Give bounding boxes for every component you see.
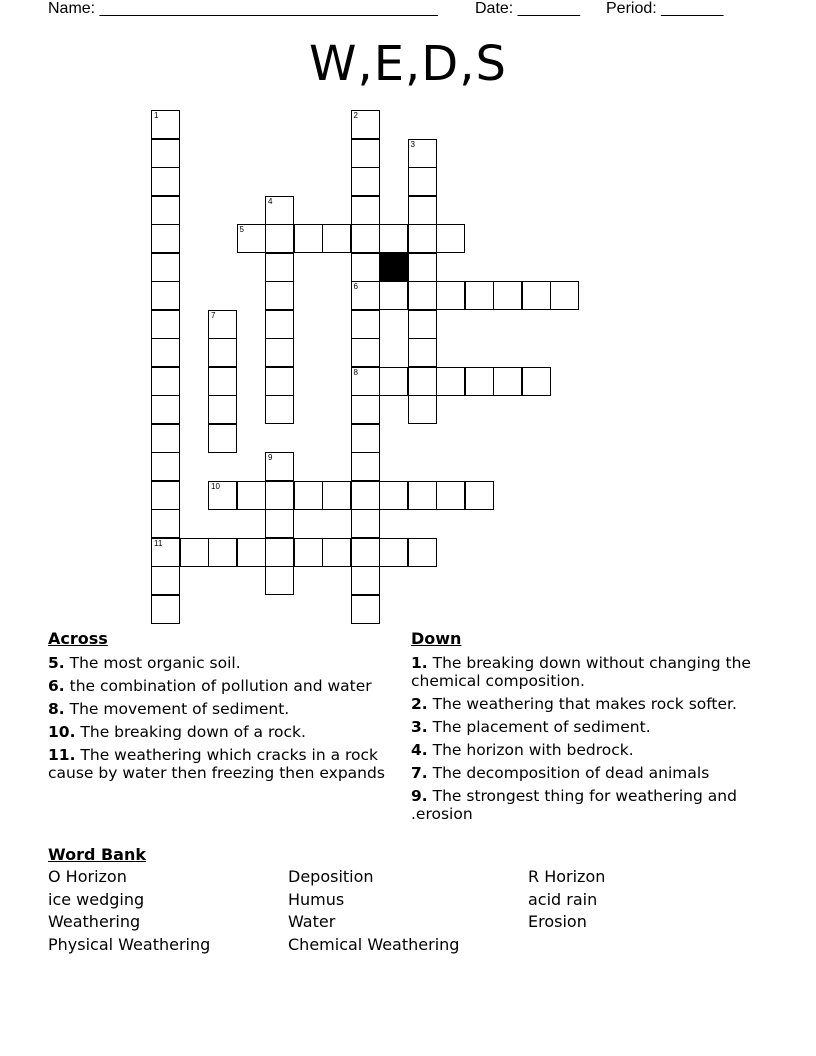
across-clue xyxy=(48,746,408,782)
crossword-cell[interactable] xyxy=(351,367,380,396)
clue-number-label: 3. xyxy=(411,718,428,736)
crossword-cell[interactable] xyxy=(151,566,180,595)
word-bank-item: Physical Weathering xyxy=(48,934,211,954)
crossword-cell[interactable] xyxy=(408,139,437,168)
crossword-cell[interactable] xyxy=(351,224,380,253)
black-square xyxy=(379,253,408,282)
puzzle-title: W,E,D,S xyxy=(309,36,507,92)
clue-number-label: 6. xyxy=(48,677,65,695)
crossword-cell[interactable] xyxy=(351,538,380,567)
crossword-cell[interactable] xyxy=(265,253,294,282)
crossword-cell[interactable] xyxy=(151,338,180,367)
crossword-cell[interactable] xyxy=(522,281,551,310)
crossword-cell[interactable] xyxy=(151,424,180,453)
crossword-cell[interactable] xyxy=(465,281,494,310)
crossword-cell[interactable] xyxy=(436,481,465,510)
crossword-cell[interactable] xyxy=(265,538,294,567)
crossword-cell[interactable] xyxy=(351,595,380,624)
word-bank-heading: Word Bank xyxy=(48,845,147,864)
clue-text: The decomposition of dead animals xyxy=(427,764,710,782)
crossword-cell[interactable] xyxy=(265,224,294,253)
crossword-cell[interactable] xyxy=(265,338,294,367)
word-bank-item: O Horizon xyxy=(48,867,127,886)
clue-number: 11 xyxy=(154,538,163,548)
clue-number: 3 xyxy=(410,139,415,149)
crossword-cell[interactable] xyxy=(151,253,180,282)
crossword-cell[interactable] xyxy=(351,566,380,595)
crossword-cell[interactable] xyxy=(408,395,437,424)
crossword-cell[interactable] xyxy=(379,281,408,310)
crossword-cell[interactable] xyxy=(379,224,408,253)
down-clue xyxy=(411,654,756,690)
crossword-cell[interactable] xyxy=(208,310,237,339)
crossword-cell[interactable] xyxy=(351,481,380,510)
across-clues xyxy=(48,628,408,787)
crossword-cell[interactable] xyxy=(522,367,551,396)
crossword-cell[interactable] xyxy=(151,139,180,168)
crossword-cell[interactable] xyxy=(436,281,465,310)
crossword-cell[interactable] xyxy=(237,224,266,253)
across-clue xyxy=(48,654,408,672)
word-bank-item: R Horizon xyxy=(528,867,606,886)
crossword-cell[interactable] xyxy=(550,281,579,310)
crossword-cell[interactable] xyxy=(379,481,408,510)
crossword-cell[interactable] xyxy=(351,167,380,196)
crossword-cell[interactable] xyxy=(351,424,380,453)
down-heading: Down xyxy=(411,629,462,648)
crossword-cell[interactable] xyxy=(265,281,294,310)
crossword-cell[interactable] xyxy=(265,395,294,424)
clue-text: The movement of sediment. xyxy=(64,700,290,718)
clue-number-label: 5. xyxy=(48,654,65,672)
crossword-cell[interactable] xyxy=(408,338,437,367)
crossword-cell[interactable] xyxy=(208,338,237,367)
clue-number-label: 4. xyxy=(411,741,428,759)
name-field[interactable]: Name: ______________________________________ xyxy=(48,0,438,17)
clue-number: 10 xyxy=(211,481,220,491)
crossword-cell[interactable] xyxy=(208,481,237,510)
crossword-cell[interactable] xyxy=(151,452,180,481)
crossword-cell[interactable] xyxy=(208,538,237,567)
clue-number-label: 10. xyxy=(48,723,76,741)
crossword-cell[interactable] xyxy=(322,224,351,253)
crossword-cell[interactable] xyxy=(151,509,180,538)
word-bank xyxy=(48,844,768,966)
clue-number: 5 xyxy=(239,225,244,234)
across-heading: Across xyxy=(48,629,108,648)
crossword-cell[interactable] xyxy=(351,110,380,139)
crossword-cell[interactable] xyxy=(237,481,266,510)
down-clue xyxy=(411,764,756,782)
word-bank-item: Water xyxy=(288,912,336,931)
crossword-cell[interactable] xyxy=(237,538,266,567)
crossword-cell[interactable] xyxy=(351,281,380,310)
across-clue xyxy=(48,723,408,741)
crossword-cell[interactable] xyxy=(351,509,380,538)
crossword-cell[interactable] xyxy=(379,538,408,567)
crossword-cell[interactable] xyxy=(322,538,351,567)
crossword-cell[interactable] xyxy=(408,253,437,282)
down-clue xyxy=(411,787,756,823)
clue-number-label: 9. xyxy=(411,787,428,805)
word-bank-item: Erosion xyxy=(528,912,587,931)
crossword-cell[interactable] xyxy=(322,481,351,510)
crossword-cell[interactable] xyxy=(436,367,465,396)
crossword-cell[interactable] xyxy=(151,167,180,196)
clue-text: The weathering which cracks in a rock cause by water then freezing then expands xyxy=(48,746,385,782)
clue-number: 7 xyxy=(211,310,216,320)
crossword-cell[interactable] xyxy=(265,196,294,225)
clue-text: The breaking down of a rock. xyxy=(75,723,306,741)
clue-number-label: 2. xyxy=(411,695,428,713)
clue-text: The most organic soil. xyxy=(64,654,241,672)
clue-text: The weathering that makes rock softer. xyxy=(427,695,737,713)
crossword-cell[interactable] xyxy=(351,139,380,168)
clue-number: 6 xyxy=(353,282,358,291)
crossword-cell[interactable] xyxy=(294,538,323,567)
word-bank-item: Deposition xyxy=(288,867,374,886)
crossword-cell[interactable] xyxy=(465,481,494,510)
clue-number-label: 1. xyxy=(411,654,428,672)
crossword-cell[interactable] xyxy=(465,367,494,396)
crossword-cell[interactable] xyxy=(151,481,180,510)
period-field[interactable]: Period: _______ xyxy=(606,0,724,17)
crossword-cell[interactable] xyxy=(265,509,294,538)
crossword-cell[interactable] xyxy=(265,481,294,510)
crossword-cell[interactable] xyxy=(408,538,437,567)
crossword-cell[interactable] xyxy=(351,196,380,225)
crossword-cell[interactable] xyxy=(436,224,465,253)
crossword-cell[interactable] xyxy=(151,310,180,339)
down-clue xyxy=(411,695,756,713)
down-clue xyxy=(411,718,756,736)
crossword-cell[interactable] xyxy=(208,395,237,424)
crossword-cell[interactable] xyxy=(408,167,437,196)
word-bank-item: Chemical Weathering xyxy=(288,934,460,954)
across-clue xyxy=(48,677,408,695)
crossword-cell[interactable] xyxy=(208,424,237,453)
crossword-cell[interactable] xyxy=(408,281,437,310)
crossword-cell[interactable] xyxy=(151,196,180,225)
crossword-cell[interactable] xyxy=(265,310,294,339)
crossword-cell[interactable] xyxy=(351,452,380,481)
clue-number-label: 11. xyxy=(48,746,76,764)
clue-text: The horizon with bedrock. xyxy=(427,741,634,759)
date-field[interactable]: Date: _______ xyxy=(475,0,580,17)
crossword-cell[interactable] xyxy=(408,481,437,510)
crossword-cell[interactable] xyxy=(408,224,437,253)
crossword-cell[interactable] xyxy=(351,395,380,424)
crossword-cell[interactable] xyxy=(151,281,180,310)
crossword-cell[interactable] xyxy=(408,310,437,339)
word-bank-item: acid rain xyxy=(528,889,598,909)
clue-number: 9 xyxy=(268,453,273,462)
crossword-cell[interactable] xyxy=(294,224,323,253)
crossword-cell[interactable] xyxy=(151,224,180,253)
word-bank-item: Weathering xyxy=(48,912,141,931)
crossword-cell[interactable] xyxy=(493,367,522,396)
crossword-cell[interactable] xyxy=(151,595,180,624)
clue-text: The breaking down without changing the chemical composition. xyxy=(411,654,751,690)
crossword-cell[interactable] xyxy=(408,367,437,396)
crossword-cell[interactable] xyxy=(379,367,408,396)
crossword-cell[interactable] xyxy=(151,538,180,567)
crossword-cell[interactable] xyxy=(151,395,180,424)
down-clue xyxy=(411,741,756,759)
crossword-cell[interactable] xyxy=(151,110,180,139)
crossword-cell[interactable] xyxy=(351,338,380,367)
clue-number-label: 7. xyxy=(411,764,428,782)
clue-text: The placement of sediment. xyxy=(427,718,651,736)
crossword-cell[interactable] xyxy=(265,566,294,595)
crossword-cell[interactable] xyxy=(408,196,437,225)
clue-number: 8 xyxy=(353,367,358,377)
clue-number: 4 xyxy=(268,196,273,206)
across-clue xyxy=(48,700,408,718)
clue-number: 2 xyxy=(353,111,358,120)
crossword-cell[interactable] xyxy=(151,367,180,396)
crossword-cell[interactable] xyxy=(208,367,237,396)
word-bank-item: Humus xyxy=(288,889,345,909)
crossword-cell[interactable] xyxy=(351,310,380,339)
clue-text: The strongest thing for weathering and .erosion xyxy=(411,787,737,823)
crossword-cell[interactable] xyxy=(265,452,294,481)
crossword-cell[interactable] xyxy=(180,538,209,567)
crossword-cell[interactable] xyxy=(294,481,323,510)
clue-text: the combination of pollution and water xyxy=(64,677,372,695)
crossword-cell[interactable] xyxy=(493,281,522,310)
crossword-cell[interactable] xyxy=(265,367,294,396)
crossword-cell[interactable] xyxy=(351,253,380,282)
clue-number-label: 8. xyxy=(48,700,65,718)
down-clues xyxy=(411,628,756,828)
clue-number: 1 xyxy=(154,111,159,120)
word-bank-item: ice wedging xyxy=(48,889,145,909)
